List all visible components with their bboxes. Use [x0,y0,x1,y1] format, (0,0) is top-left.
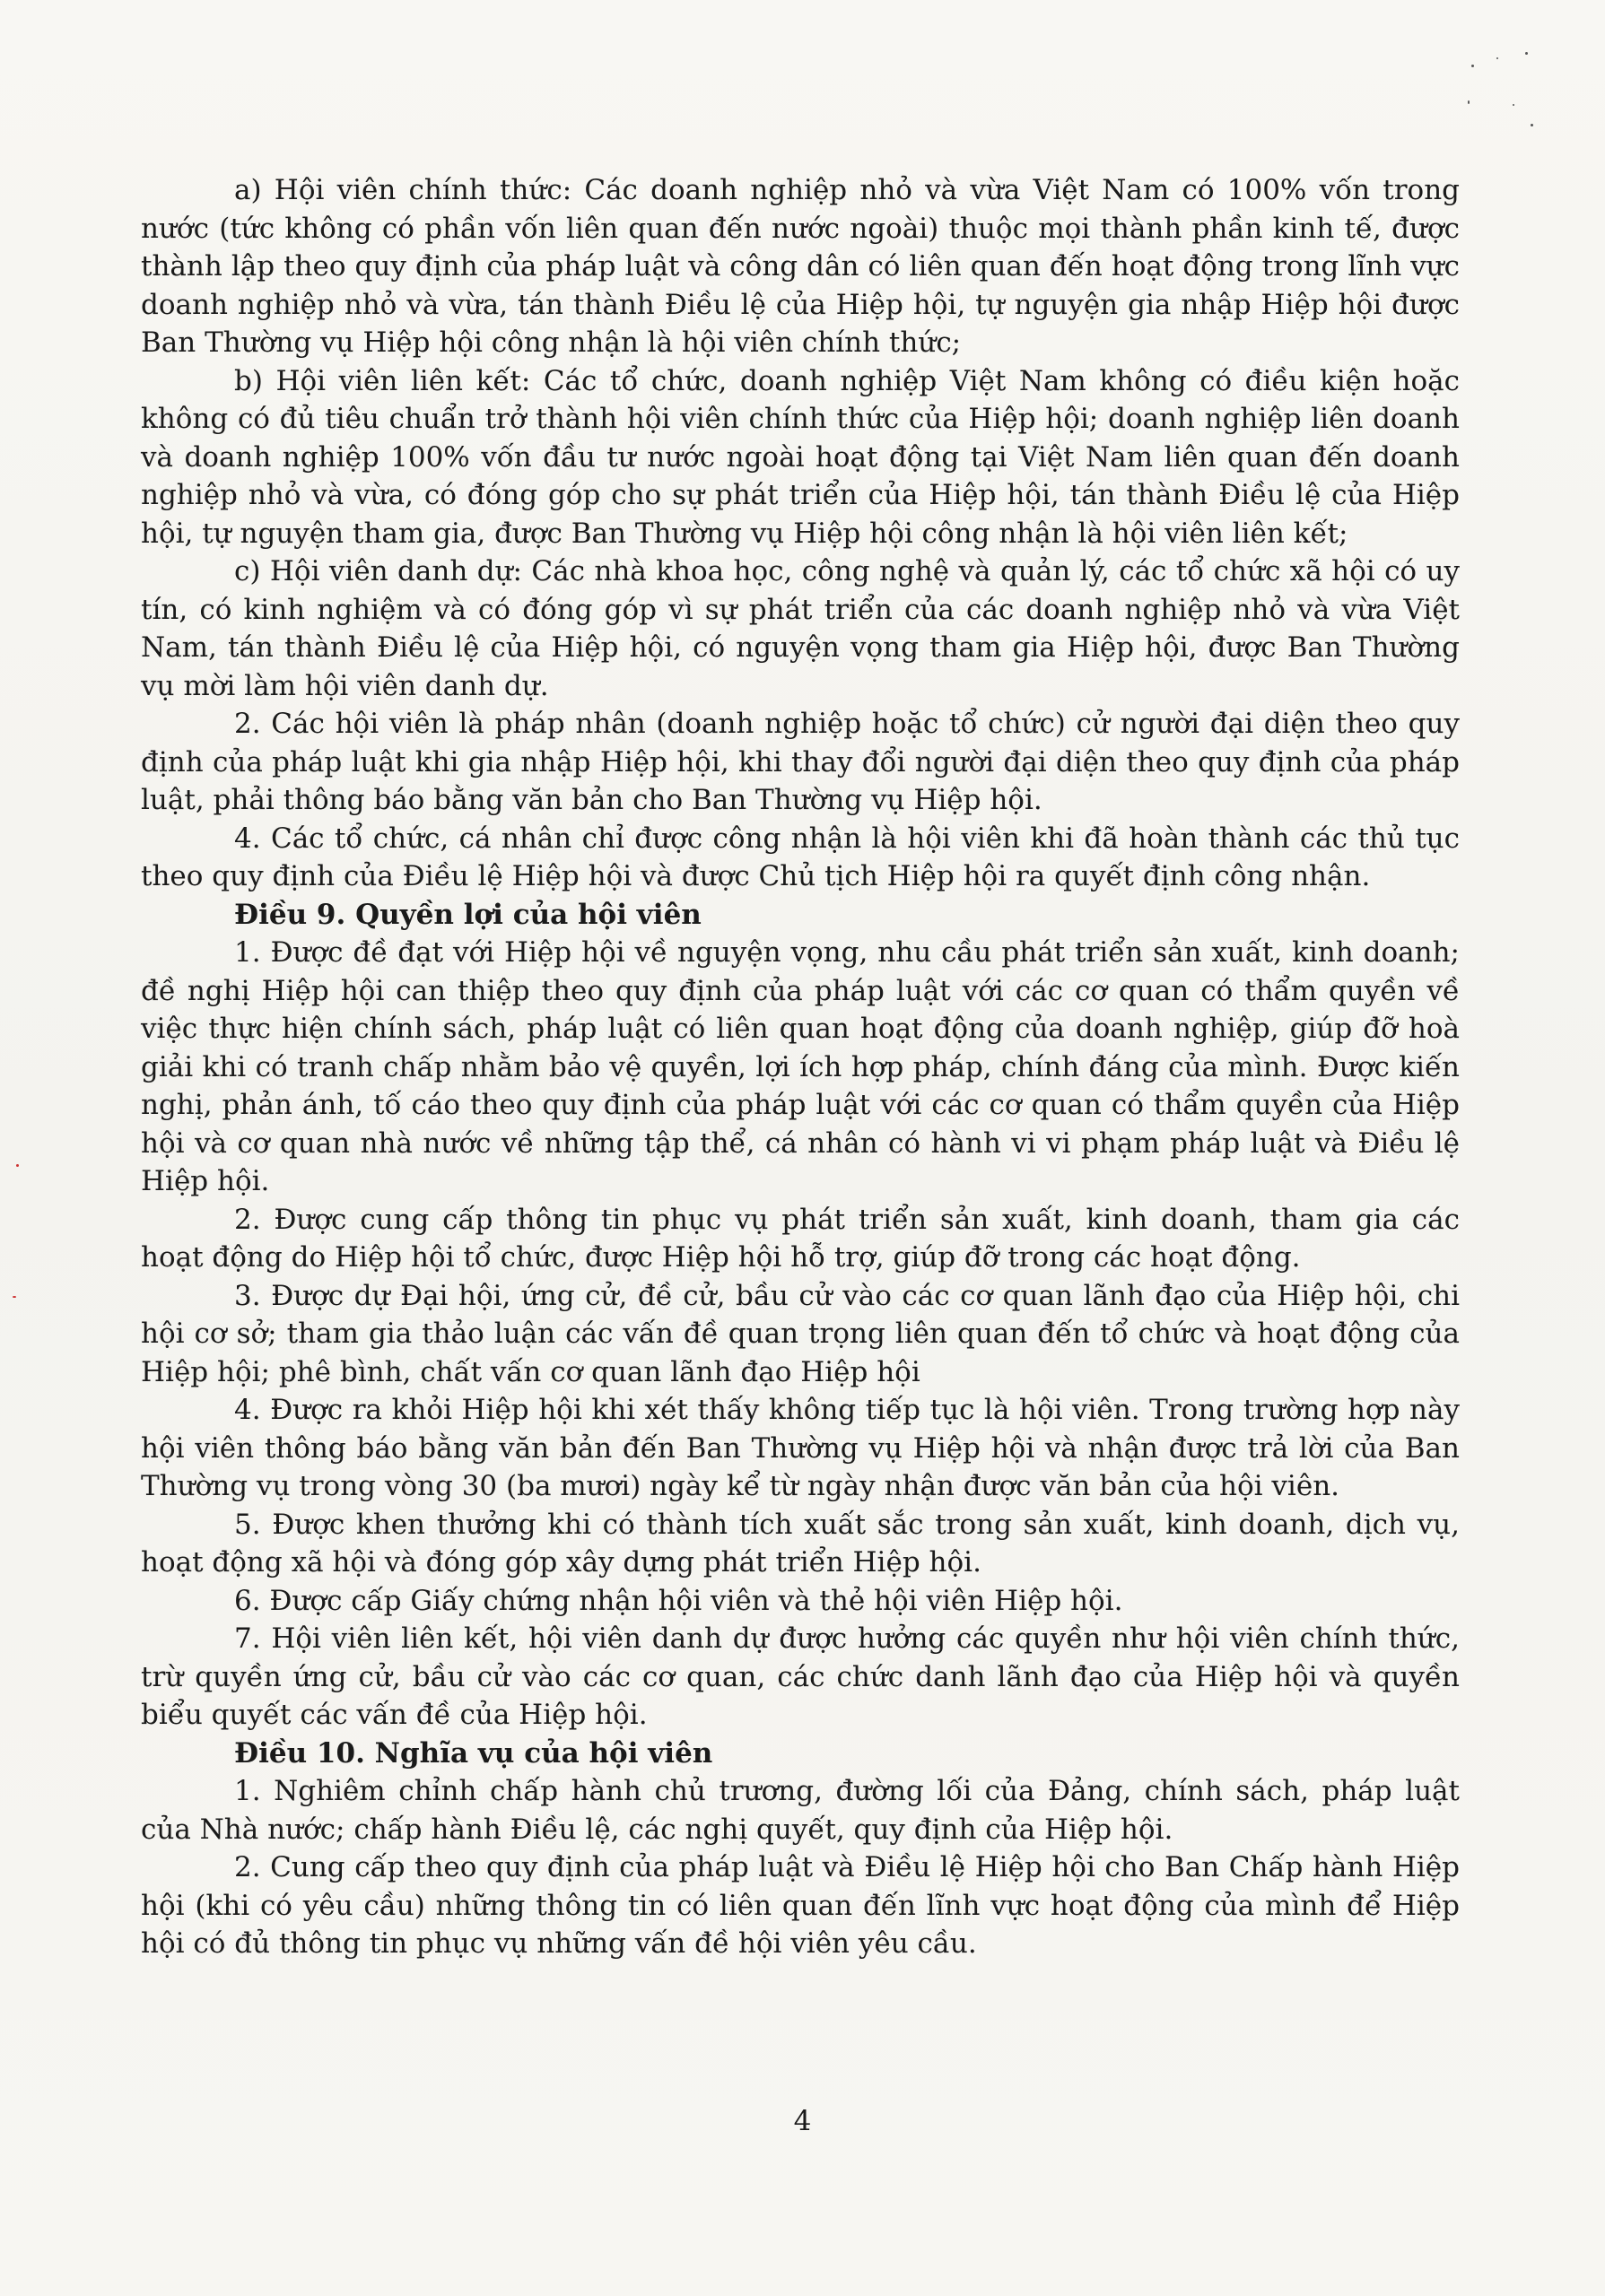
article-9-heading: Điều 9. Quyền lợi của hội viên [234,898,702,931]
article-10-clause-1: 1. Nghiêm chỉnh chấp hành chủ trương, đường lối của Đảng, chính sách, pháp luật của Nhà nước; chấp hành Điều lệ, các nghị quyết, quy định của Hiệp hội. [141,1775,1460,1846]
page-number: 4 [793,2105,812,2137]
article-9-clause-1: 1. Được đề đạt với Hiệp hội về nguyện vọng, nhu cầu phát triển sản xuất, kinh doanh; đề nghị Hiệp hội can thiệp theo quy định của pháp luật với các cơ quan có thẩm quyền về việc thực hiện chính sách, pháp luật có liên quan hoạt động của doanh nghiệp, giúp đỡ hoà giải khi có tranh chấp nhằm bảo vệ quyền, lợi ích hợp pháp, chính đáng của mình. Được kiến nghị, phản ánh, tố cáo theo quy định của pháp luật với các cơ quan có thẩm quyền của Hiệp hội và cơ quan nhà nước về những tập thể, cá nhân có hành vi vi phạm pháp luật và Điều lệ Hiệp hội. [141,936,1460,1197]
member-representative-clause: 2. Các hội viên là pháp nhân (doanh nghiệp hoặc tổ chức) cử người đại diện theo quy định của pháp luật khi gia nhập Hiệp hội, khi thay đổi người đại diện theo quy định của pháp luật, phải thông báo bằng văn bản cho Ban Thường vụ Hiệp hội. [141,708,1460,816]
scan-speck [16,1164,19,1167]
scan-speck [1531,124,1533,126]
scan-speck [1513,104,1514,106]
article-9-clause-3: 3. Được dự Đại hội, ứng cử, đề cử, bầu cử vào các cơ quan lãnh đạo của Hiệp hội, chi hội cơ sở; tham gia thảo luận các vấn đề quan trọng liên quan đến tổ chức và hoạt động của Hiệp hội; phê bình, chất vấn cơ quan lãnh đạo Hiệp hội [141,1279,1460,1388]
article-9-clause-7: 7. Hội viên liên kết, hội viên danh dự được hưởng các quyền như hội viên chính thức, trừ quyền ứng cử, bầu cử vào các cơ quan, các chức danh lãnh đạo của Hiệp hội và quyền biểu quyết các vấn đề của Hiệp hội. [141,1622,1460,1731]
membership-type-associate: b) Hội viên liên kết: Các tổ chức, doanh nghiệp Việt Nam không có điều kiện hoặc không có đủ tiêu chuẩn trở thành hội viên chính thức của Hiệp hội; doanh nghiệp liên doanh và doanh nghiệp 100% vốn đầu tư nước ngoài hoạt động tại Việt Nam liên quan đến doanh nghiệp nhỏ và vừa, có đóng góp cho sự phát triển của Hiệp hội, tán thành Điều lệ của Hiệp hội, tự nguyện tham gia, được Ban Thường vụ Hiệp hội công nhận là hội viên liên kết; [141,364,1460,550]
article-9-clause-6: 6. Được cấp Giấy chứng nhận hội viên và thẻ hội viên Hiệp hội. [234,1584,1123,1617]
scan-speck [1468,100,1470,104]
article-9-clause-2: 2. Được cung cấp thông tin phục vụ phát triển sản xuất, kinh doanh, tham gia các hoạt động do Hiệp hội tổ chức, được Hiệp hội hỗ trợ, giúp đỡ trong các hoạt động. [141,1203,1460,1274]
scan-speck [1496,57,1498,59]
scan-speck [1525,52,1528,55]
article-9-clause-5: 5. Được khen thưởng khi có thành tích xuất sắc trong sản xuất, kinh doanh, dịch vụ, hoạt động xã hội và đóng góp xây dựng phát triển Hiệp hội. [141,1508,1460,1578]
article-10-clause-2: 2. Cung cấp theo quy định của pháp luật và Điều lệ Hiệp hội cho Ban Chấp hành Hiệp hội (khi có yêu cầu) những thông tin có liên quan đến lĩnh vực hoạt động của mình để Hiệp hội có đủ thông tin phục vụ những vấn đề hội viên yêu cầu. [141,1851,1460,1960]
scan-speck [1471,65,1474,67]
membership-type-honorary: c) Hội viên danh dự: Các nhà khoa học, công nghệ và quản lý, các tổ chức xã hội có uy tín, có kinh nghiệm và có đóng góp vì sự phát triển của các doanh nghiệp nhỏ và vừa Việt Nam, tán thành Điều lệ của Hiệp hội, có nguyện vọng tham gia Hiệp hội, được Ban Thường vụ mời làm hội viên danh dự. [141,555,1460,702]
article-10-heading: Điều 10. Nghĩa vụ của hội viên [234,1736,713,1770]
member-recognition-clause: 4. Các tổ chức, cá nhân chỉ được công nhận là hội viên khi đã hoàn thành các thủ tục theo quy định của Điều lệ Hiệp hội và được Chủ tịch Hiệp hội ra quyết định công nhận. [141,822,1460,892]
article-9-clause-4: 4. Được ra khỏi Hiệp hội khi xét thấy không tiếp tục là hội viên. Trong trường hợp này hội viên thông báo bằng văn bản đến Ban Thường vụ Hiệp hội và nhận được trả lời của Ban Thường vụ trong vòng 30 (ba mươi) ngày kể từ ngày nhận được văn bản của hội viên. [141,1394,1460,1502]
document-body [141,171,1460,1963]
membership-type-official: a) Hội viên chính thức: Các doanh nghiệp nhỏ và vừa Việt Nam có 100% vốn trong nước (tức không có phần vốn liên quan đến nước ngoài) thuộc mọi thành phần kinh tế, được thành lập theo quy định của pháp luật và công dân có liên quan đến hoạt động trong lĩnh vực doanh nghiệp nhỏ và vừa, tán thành Điều lệ của Hiệp hội, tự nguyện gia nhập Hiệp hội được Ban Thường vụ Hiệp hội công nhận là hội viên chính thức; [141,174,1460,359]
scan-speck [13,1296,16,1298]
